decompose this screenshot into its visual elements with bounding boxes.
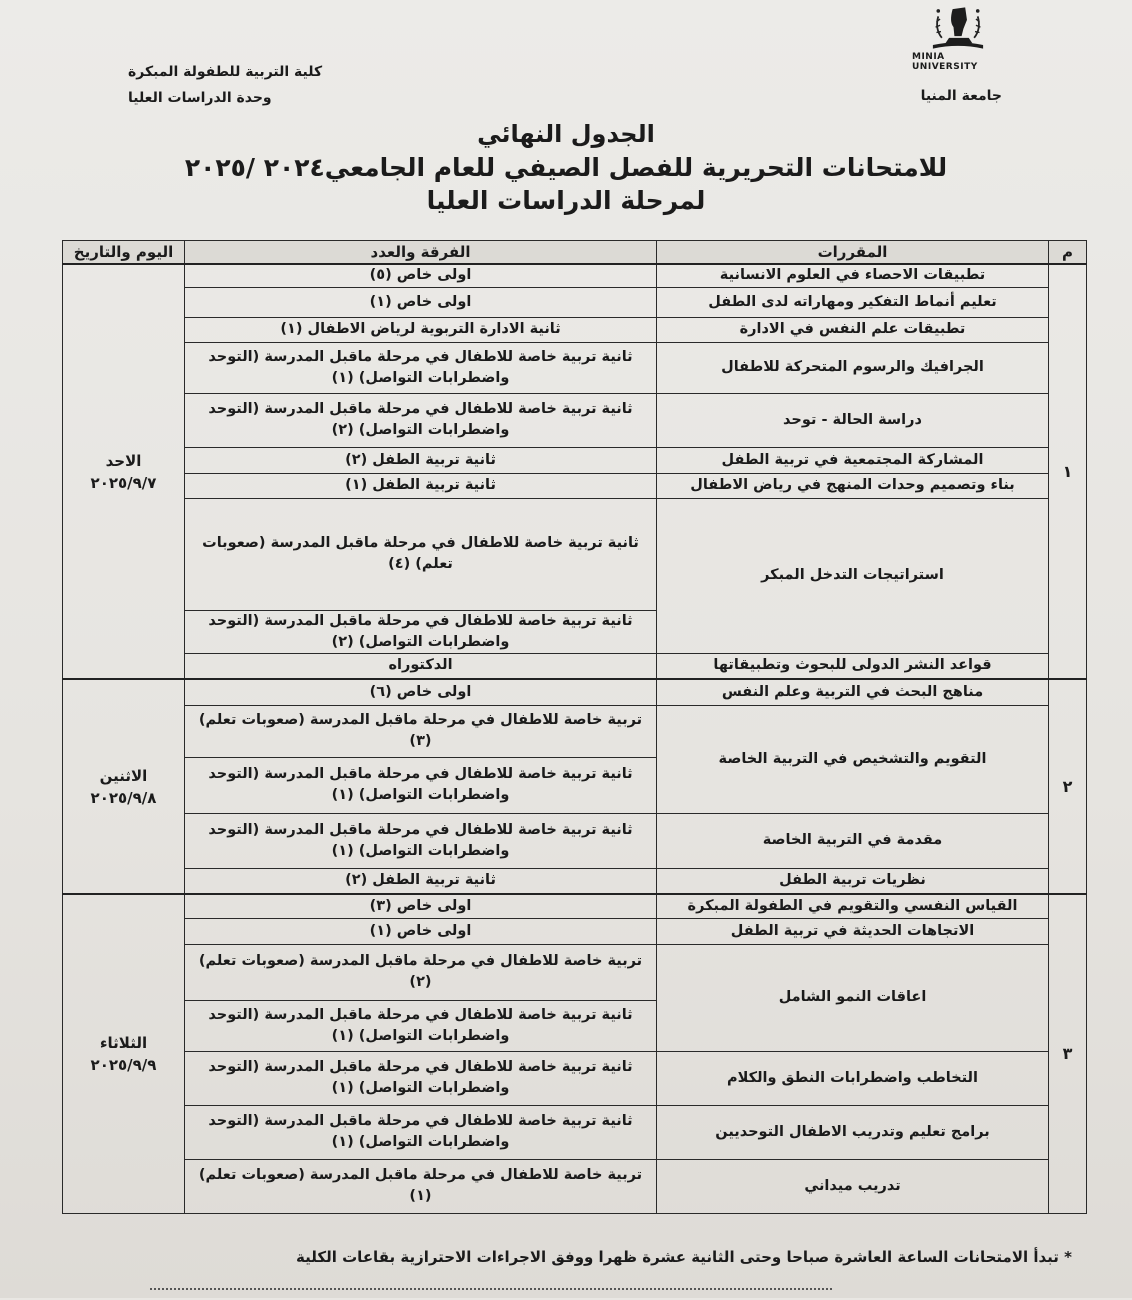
unit-name: وحدة الدراسات العليا bbox=[128, 90, 272, 106]
header-group: الفرقة والعدد bbox=[185, 241, 657, 265]
course-cell: القياس النفسي والتقويم في الطفولة المبكرة bbox=[657, 894, 1049, 918]
table-row bbox=[63, 1159, 1087, 1213]
footer-note: * تبدأ الامتحانات الساعة العاشرة صباحا وحتى الثانية عشرة ظهرا ووفق الاجراءات الاحترازية بقاعات الكلية bbox=[296, 1248, 1072, 1266]
group-cell: تربية خاصة للاطفال في مرحلة ماقبل المدرسة (صعوبات تعلم) (٣) bbox=[185, 705, 657, 757]
group-cell: اولى خاص (١) bbox=[185, 287, 657, 317]
page-subtitle-level: لمرحلة الدراسات العليا bbox=[426, 186, 706, 215]
exam-schedule-table bbox=[62, 240, 1087, 1214]
day-date-cell bbox=[63, 264, 185, 679]
group-cell: ثانية تربية خاصة للاطفال في مرحلة ماقبل المدرسة (صعوبات تعلم) (٤) bbox=[185, 498, 657, 610]
day-name: الاحد bbox=[105, 451, 142, 470]
group-cell: الدكتوراه bbox=[185, 653, 657, 679]
table-row bbox=[63, 342, 1087, 393]
university-name: جامعة المنيا bbox=[920, 88, 1002, 104]
table-row bbox=[63, 264, 1087, 287]
day-number: ٢ bbox=[1049, 679, 1087, 894]
group-cell: ثانية تربية خاصة للاطفال في مرحلة ماقبل المدرسة (التوحد واضطرابات التواصل) (١) bbox=[185, 757, 657, 813]
table-header-row bbox=[63, 241, 1087, 265]
group-cell: ثانية تربية الطفل (٢) bbox=[185, 447, 657, 473]
day-date-cell bbox=[63, 894, 185, 1213]
group-cell: ثانية تربية خاصة للاطفال في مرحلة ماقبل المدرسة (التوحد واضطرابات التواصل) (٢) bbox=[185, 610, 657, 653]
table-row bbox=[63, 447, 1087, 473]
header-day: اليوم والتاريخ bbox=[63, 241, 185, 265]
course-cell: استراتيجات التدخل المبكر bbox=[657, 498, 1049, 653]
course-cell: برامج تعليم وتدريب الاطفال التوحديين bbox=[657, 1105, 1049, 1159]
day-name: الاثنين bbox=[99, 766, 148, 785]
course-cell: تطبيقات علم النفس في الادارة bbox=[657, 317, 1049, 342]
table-row bbox=[63, 1105, 1087, 1159]
logo-caption: MINIA UNIVERSITY bbox=[912, 52, 978, 72]
table-row bbox=[63, 287, 1087, 317]
table-row bbox=[63, 1051, 1087, 1105]
university-logo bbox=[912, 2, 1004, 72]
exam-date: ٢٠٢٥/٩/٨ bbox=[90, 788, 157, 807]
table-row bbox=[63, 868, 1087, 894]
course-cell: دراسة الحالة - توحد bbox=[657, 393, 1049, 447]
group-cell: تربية خاصة للاطفال في مرحلة ماقبل المدرسة (صعوبات تعلم) (٢) bbox=[185, 944, 657, 1000]
course-cell: الجرافيك والرسوم المتحركة للاطفال bbox=[657, 342, 1049, 393]
group-cell: ثانية تربية الطفل (٢) bbox=[185, 868, 657, 894]
nefertiti-emblem-icon bbox=[918, 2, 998, 54]
group-cell: ثانية تربية خاصة للاطفال في مرحلة ماقبل المدرسة (التوحد واضطرابات التواصل) (١) bbox=[185, 813, 657, 868]
table-row bbox=[63, 473, 1087, 498]
course-cell: نظريات تربية الطفل bbox=[657, 868, 1049, 894]
table-row bbox=[63, 918, 1087, 944]
header-num: م bbox=[1049, 241, 1087, 265]
course-cell: تعليم أنماط التفكير ومهاراته لدى الطفل bbox=[657, 287, 1049, 317]
exam-date: ٢٠٢٥/٩/٩ bbox=[90, 1055, 157, 1074]
course-cell: الاتجاهات الحديثة في تربية الطفل bbox=[657, 918, 1049, 944]
table-row bbox=[63, 653, 1087, 679]
table-row bbox=[63, 894, 1087, 918]
group-cell: ثانية تربية خاصة للاطفال في مرحلة ماقبل المدرسة (التوحد واضطرابات التواصل) (١) bbox=[185, 1051, 657, 1105]
group-cell: اولى خاص (١) bbox=[185, 918, 657, 944]
course-cell: مناهج البحث في التربية وعلم النفس bbox=[657, 679, 1049, 705]
page-subtitle: للامتحانات التحريرية للفصل الصيفي للعام الجامعي٢٠٢٤ /٢٠٢٥ bbox=[184, 153, 948, 182]
header-course: المقررات bbox=[657, 241, 1049, 265]
course-cell: التخاطب واضطرابات النطق والكلام bbox=[657, 1051, 1049, 1105]
group-cell: ثانية تربية خاصة للاطفال في مرحلة ماقبل المدرسة (التوحد واضطرابات التواصل) (٢) bbox=[185, 393, 657, 447]
table-row bbox=[63, 393, 1087, 447]
course-cell: التقويم والتشخيص في التربية الخاصة bbox=[657, 705, 1049, 813]
course-cell: اعاقات النمو الشامل bbox=[657, 944, 1049, 1051]
course-cell: المشاركة المجتمعية في تربية الطفل bbox=[657, 447, 1049, 473]
group-cell: اولى خاص (٥) bbox=[185, 264, 657, 287]
course-cell: بناء وتصميم وحدات المنهج في رياض الاطفال bbox=[657, 473, 1049, 498]
group-cell: اولى خاص (٣) bbox=[185, 894, 657, 918]
table-row bbox=[63, 944, 1087, 1000]
group-cell: ثانية تربية الطفل (١) bbox=[185, 473, 657, 498]
group-cell: اولى خاص (٦) bbox=[185, 679, 657, 705]
group-cell: ثانية تربية خاصة للاطفال في مرحلة ماقبل المدرسة (التوحد واضطرابات التواصل) (١) bbox=[185, 1000, 657, 1051]
course-cell: تدريب ميداني bbox=[657, 1159, 1049, 1213]
group-cell: تربية خاصة للاطفال في مرحلة ماقبل المدرسة (صعوبات تعلم) (١) bbox=[185, 1159, 657, 1213]
day-number: ٣ bbox=[1049, 894, 1087, 1213]
exam-date: ٢٠٢٥/٩/٧ bbox=[90, 473, 157, 492]
college-name: كلية التربية للطفولة المبكرة bbox=[128, 64, 323, 80]
group-cell: ثانية تربية خاصة للاطفال في مرحلة ماقبل المدرسة (التوحد واضطرابات التواصل) (١) bbox=[185, 342, 657, 393]
table-row bbox=[63, 813, 1087, 868]
table-body bbox=[63, 264, 1087, 1213]
page-title: الجدول النهائي bbox=[477, 120, 655, 148]
group-cell: ثانية تربية خاصة للاطفال في مرحلة ماقبل المدرسة (التوحد واضطرابات التواصل) (١) bbox=[185, 1105, 657, 1159]
course-cell: تطبيقات الاحصاء في العلوم الانسانية bbox=[657, 264, 1049, 287]
cut-off-signature-line bbox=[150, 1288, 832, 1300]
table-row bbox=[63, 317, 1087, 342]
day-number: ١ bbox=[1049, 264, 1087, 679]
table-row bbox=[63, 679, 1087, 705]
table-row bbox=[63, 498, 1087, 610]
course-cell: قواعد النشر الدولى للبحوث وتطبيقاتها bbox=[657, 653, 1049, 679]
day-date-cell bbox=[63, 679, 185, 894]
day-name: الثلاثاء bbox=[99, 1033, 148, 1052]
course-cell: مقدمة في التربية الخاصة bbox=[657, 813, 1049, 868]
group-cell: ثانية الادارة التربوية لرياض الاطفال (١) bbox=[185, 317, 657, 342]
title-block bbox=[150, 118, 982, 217]
table-row bbox=[63, 705, 1087, 757]
